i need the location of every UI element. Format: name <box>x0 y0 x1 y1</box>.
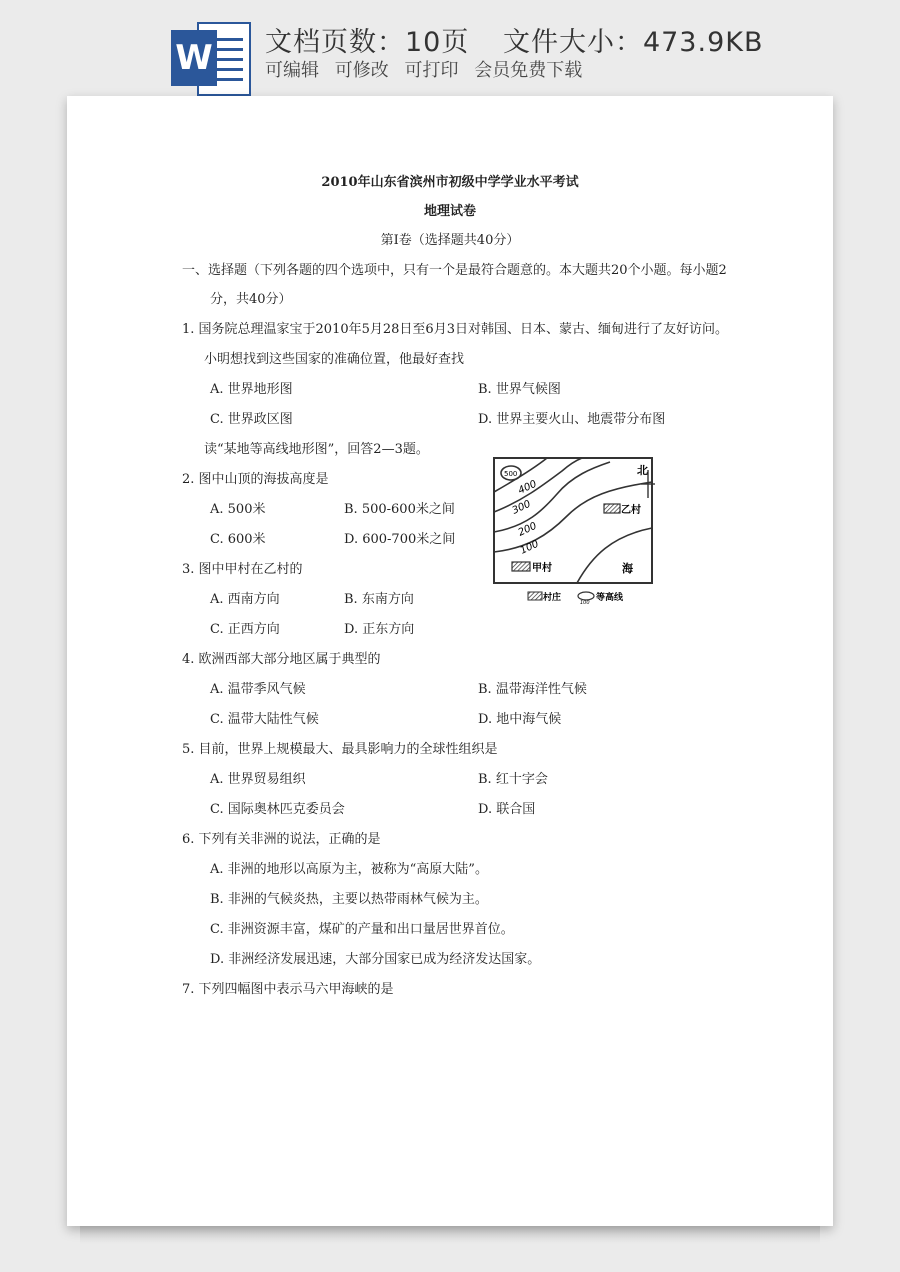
contour-map-figure <box>492 456 667 606</box>
option: B. 温带海洋性气候 <box>478 682 587 697</box>
svg-text:100: 100 <box>580 600 590 606</box>
option: A. 世界地形图 <box>210 382 293 397</box>
option: D. 600-700米之间 <box>344 532 456 547</box>
document-page <box>67 96 833 1226</box>
page-count: 文档页数：10页 <box>265 27 470 58</box>
question-5: 5. 目前，世界上规模最大、最具影响力的全球性组织是 <box>182 742 498 757</box>
village-jia <box>512 561 552 574</box>
option: D. 地中海气候 <box>478 712 562 727</box>
map-legend <box>528 591 624 606</box>
svg-text:等高线: 等高线 <box>596 593 624 603</box>
peak-label: 500 <box>504 470 518 478</box>
coastline <box>577 528 652 583</box>
option: B. 东南方向 <box>344 592 414 607</box>
contour-label: 300 <box>510 498 533 517</box>
feature-item: 可打印 <box>404 60 459 81</box>
question-6: 6. 下列有关非洲的说法，正确的是 <box>182 832 381 847</box>
reading-prompt: 读“某地等高线地形图”，回答2—3题。 <box>204 442 429 457</box>
question-7: 7. 下列四幅图中表示马六甲海峡的是 <box>182 982 394 997</box>
instructions: 一、选择题（下列各题的四个选项中，只有一个是最符合题意的。本大题共20个小题。每小题2 <box>182 263 727 278</box>
contour-line <box>494 482 652 552</box>
contour-label: 200 <box>516 520 539 539</box>
feature-item: 可修改 <box>334 60 389 81</box>
sea-label: 海 <box>622 562 633 575</box>
feature-item: 会员免费下载 <box>474 60 583 81</box>
option: C. 世界政区图 <box>210 412 293 427</box>
file-info <box>265 20 787 59</box>
north-label: 北 <box>637 464 648 477</box>
svg-text:甲村: 甲村 <box>532 563 552 574</box>
option: B. 红十字会 <box>478 772 548 787</box>
option: A. 世界贸易组织 <box>210 772 306 787</box>
word-document-icon: W <box>171 22 251 96</box>
option: C. 600米 <box>210 532 266 547</box>
question-3: 3. 图中甲村在乙村的 <box>182 562 303 577</box>
section-heading: 第Ⅰ卷（选择题共40分） <box>380 233 520 248</box>
option: D. 正东方向 <box>344 622 415 637</box>
svg-text:乙村: 乙村 <box>621 505 641 516</box>
option: A. 500米 <box>210 502 266 517</box>
svg-text:村庄: 村庄 <box>543 593 562 603</box>
download-banner <box>0 0 900 96</box>
option: B. 世界气候图 <box>478 382 561 397</box>
question-1: 1. 国务院总理温家宝于2010年5月28日至6月3日对韩国、日本、蒙古、缅甸进行了友好访问。 <box>182 322 728 337</box>
instructions-cont: 分，共40分） <box>210 292 292 307</box>
option: C. 正西方向 <box>210 622 280 637</box>
paper-shadow <box>80 1226 820 1244</box>
contour-label: 400 <box>516 478 539 497</box>
option: D. 世界主要火山、地震带分布图 <box>478 412 666 427</box>
village-yi <box>604 503 641 516</box>
feature-list <box>265 56 592 82</box>
option: C. 温带大陆性气候 <box>210 712 319 727</box>
option: A. 温带季风气候 <box>210 682 306 697</box>
option: B. 非洲的气候炎热，主要以热带雨林气候为主。 <box>210 892 488 907</box>
option: B. 500-600米之间 <box>344 502 455 517</box>
question-2: 2. 图中山顶的海拔高度是 <box>182 472 329 487</box>
contour-label: 100 <box>518 538 541 557</box>
option: C. 非洲资源丰富，煤矿的产量和出口量居世界首位。 <box>210 922 514 937</box>
question-1-cont: 小明想找到这些国家的准确位置，他最好查找 <box>204 352 465 367</box>
doc-subtitle: 地理试卷 <box>423 204 476 219</box>
option: D. 非洲经济发展迅速，大部分国家已成为经济发达国家。 <box>210 952 541 967</box>
doc-title: 2010年山东省滨州市初级中学学业水平考试 <box>321 175 579 190</box>
feature-item: 可编辑 <box>265 60 319 81</box>
file-size: 文件大小：473.9KB <box>502 27 764 58</box>
option: D. 联合国 <box>478 802 536 817</box>
option: A. 西南方向 <box>210 592 280 607</box>
option: C. 国际奥林匹克委员会 <box>210 802 345 817</box>
question-4: 4. 欧洲西部大部分地区属于典型的 <box>182 652 381 667</box>
option: A. 非洲的地形以高原为主，被称为“高原大陆”。 <box>210 862 488 877</box>
